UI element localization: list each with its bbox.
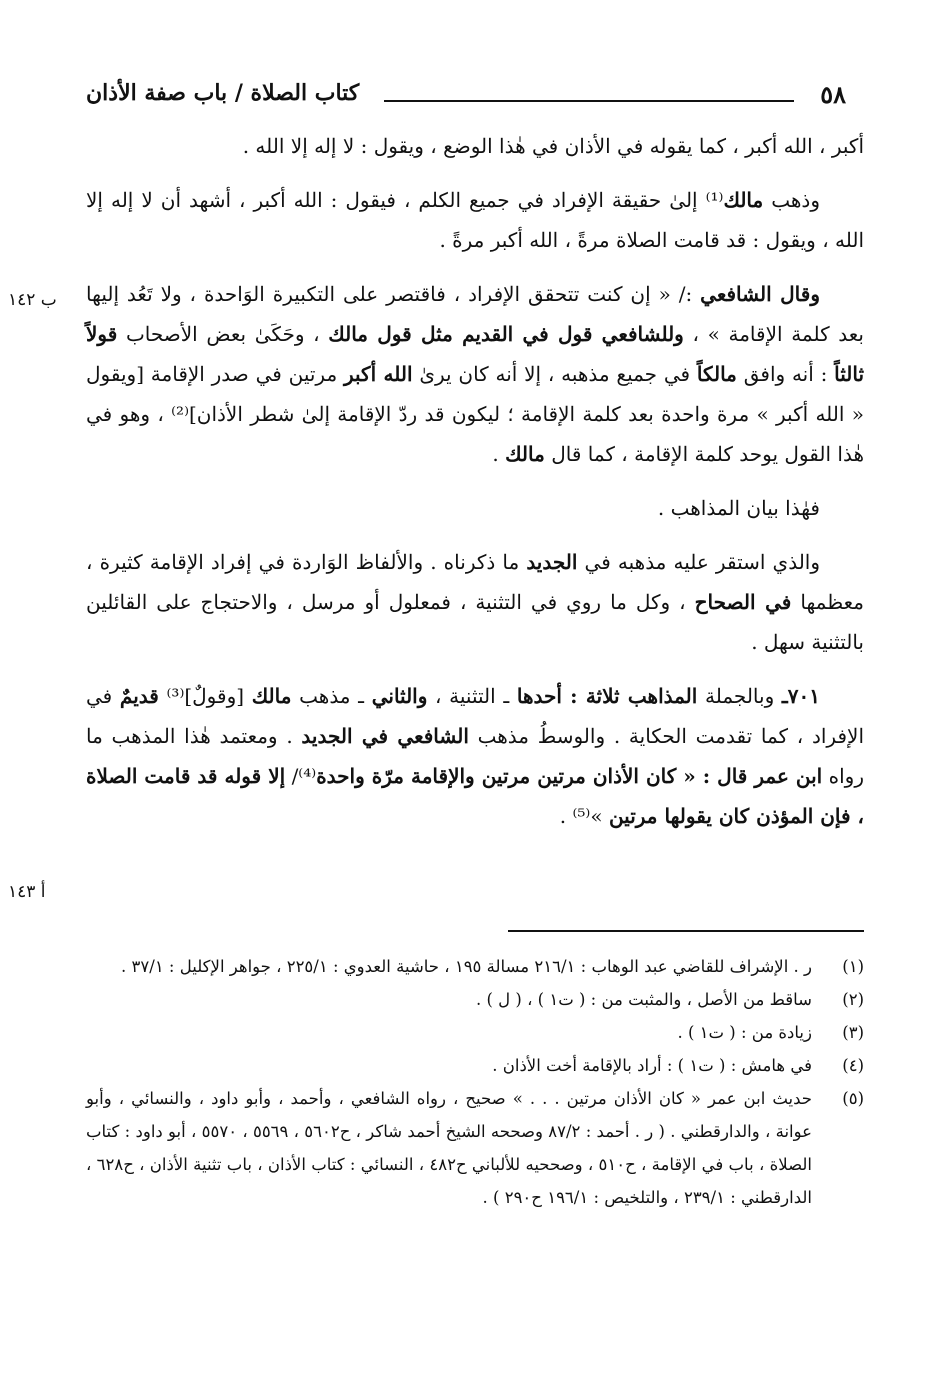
footnote-number: (٥)	[842, 1089, 864, 1108]
text-run: مرتين في صدر الإقامة [ويقول « الله أكبر » مرة واحدة بعد كلمة الإقامة ؛ ليكون قد ردّ الإقامة إلىٰ شطر الأذان]⁽²⁾ ، وهو في هٰذا القول يوحد كلمة الإقامة ، كما قال	[86, 362, 864, 466]
text-run: في الإفراد ، كما تقدمت الحكاية . والوسطُ مذهب	[86, 684, 864, 748]
paragraph-4: فهٰذا بيان المذاهب .	[657, 496, 820, 520]
bold-run: قديمٌ	[119, 684, 159, 708]
text-run: ـ مذهب	[291, 684, 372, 708]
footnote-text: في هامش : ( ت١ ) : أراد بالإقامة أخت الأذان .	[492, 1056, 812, 1075]
bold-run: إلا قوله قد قامت الصلاة ، فإن المؤذن كان يقولها مرتين	[86, 764, 864, 828]
bold-run: مالك	[723, 188, 764, 212]
text-run: .	[492, 442, 506, 466]
paragraph-5	[86, 542, 864, 662]
footnote-text: ر . الإشراف للقاضي عبد الوهاب : ٢١٦/١ مسالة ١٩٥ ، حاشية العدوي : ٢٢٥/١ ، جواهر الإكليل : ٣٧/١ .	[121, 957, 812, 976]
footnote-number: (١)	[842, 957, 864, 976]
bold-run: قولاً ثالثاً	[86, 322, 865, 386]
paragraph-1: أكبر ، الله أكبر ، كما يقوله في الأذان في هٰذا الوضع ، ويقول : لا إله إلا الله .	[242, 134, 864, 158]
footnote-number: (٣)	[842, 1023, 864, 1042]
footnote-text: حديث ابن عمر « كان الأذان مرتين . . . » صحيح ، رواه الشافعي ، وأحمد ، وأبو داود ، والنسائي ، وأبو عوانة ، والدارقطني . ( ر . أحمد : ٨٧/٢ وصححه الشيخ أحمد شاكر ، ح٥٦٠٢ ، ٥٥٦٩ ، ٥٥٧٠ ، أبو داود : كتاب الصلاة ، باب في الإقامة ، ح٥١٠ ، وصححيه للألباني ح٤٨٢ ، النسائي : كتاب الأذان ، باب تثنية الأذان ، ح٦٢٨ ، الدارقطني : ٢٣٩/١ ، والتلخيص : ١٩٦/١ ح٢٩٠ ) .	[86, 1089, 812, 1207]
bold-run: والثاني	[371, 684, 428, 708]
text-run: : أنه وافق	[736, 362, 835, 386]
bold-run: الجديد	[526, 550, 578, 574]
header-rule	[384, 100, 794, 102]
footnote-5	[86, 1082, 864, 1214]
text-run: ، وحَكَىٰ بعض الأصحاب	[117, 322, 329, 346]
footnote-1	[86, 950, 864, 983]
bold-run: ابن عمر قال : « كان الأذان مرتين مرتين والإقامة مرّة واحدة	[316, 764, 823, 788]
footnote-number: (٤)	[842, 1056, 864, 1075]
text-run: وذهب	[763, 188, 820, 212]
bold-run: مالك	[251, 684, 292, 708]
footnote-rule	[508, 930, 864, 932]
footnote-4	[86, 1049, 864, 1082]
footnote-number: (٢)	[842, 990, 864, 1009]
margin-reference-2: أ ١٤٣	[8, 882, 46, 902]
text-run: ما ذكرناه . والألفاظ الوَاردة في إفراد الإقامة كثيرة ، معظمها	[86, 550, 864, 614]
bold-run: ٧٠١ـ	[781, 684, 820, 708]
bold-run: وللشافعي قول في القديم مثل قول مالك	[328, 322, 684, 346]
bold-run: وقال الشافعي	[700, 282, 820, 306]
page-header	[86, 80, 846, 114]
text-run: [وقولٌ]⁽³⁾	[158, 684, 252, 708]
bold-run: المذاهب ثلاثة : أحدها	[516, 684, 698, 708]
paragraph-3	[86, 274, 864, 474]
main-text	[86, 126, 864, 850]
text-run: ⁽⁴⁾/	[285, 764, 317, 788]
text-run: »⁽⁵⁾ .	[559, 804, 609, 828]
paragraph-2	[86, 180, 864, 260]
footnote-text: زيادة من : ( ت١ ) .	[677, 1023, 812, 1042]
bold-run: مالكاً	[696, 362, 737, 386]
paragraph-6	[86, 676, 864, 836]
margin-reference-1: ب ١٤٢	[8, 290, 57, 310]
footnote-text: ساقط من الأصل ، والمثبت من : ( ت١ ) ، ( ل ) .	[475, 990, 812, 1009]
bold-run: الله أكبر	[343, 362, 413, 386]
text-run: ـ التثنية ،	[427, 684, 517, 708]
bold-run: الشافعي في الجديد	[301, 724, 469, 748]
footnote-2	[86, 983, 864, 1016]
footnotes	[86, 950, 864, 1214]
text-run: ، وكل ما روي في التثنية ، فمعلول أو مرسل ، والاحتجاج على القائلين بالتثنية سهل .	[86, 590, 864, 654]
text-run: ⁽¹⁾ إلىٰ حقيقة الإفراد في جميع الكلم ، فيقول : الله أكبر ، أشهد أن لا إله إلا الله ، ويقول : قد قامت الصلاة مرةً ، الله أكبر مرةً .	[86, 188, 864, 252]
text-run: وبالجملة	[697, 684, 782, 708]
text-run: والذي استقر عليه مذهبه في	[577, 550, 820, 574]
bold-run: مالك	[505, 442, 545, 466]
text-run: . ومعتمد هٰذا المذهب ما رواه	[86, 724, 865, 788]
bold-run: في الصحاح	[694, 590, 792, 614]
running-title: كتاب الصلاة / باب صفة الأذان	[86, 80, 360, 106]
text-run: :/ « إن كنت تتحقق الإفراد ، فاقتصر على التكبيرة الوَاحدة ، ولا تَعُد إليها بعد كلمة الإقامة » ،	[86, 282, 864, 346]
text-run: في جميع مذهبه ، إلا أنه كان يرىٰ	[412, 362, 697, 386]
footnote-3	[86, 1016, 864, 1049]
page-number: ٥٨	[820, 80, 846, 109]
